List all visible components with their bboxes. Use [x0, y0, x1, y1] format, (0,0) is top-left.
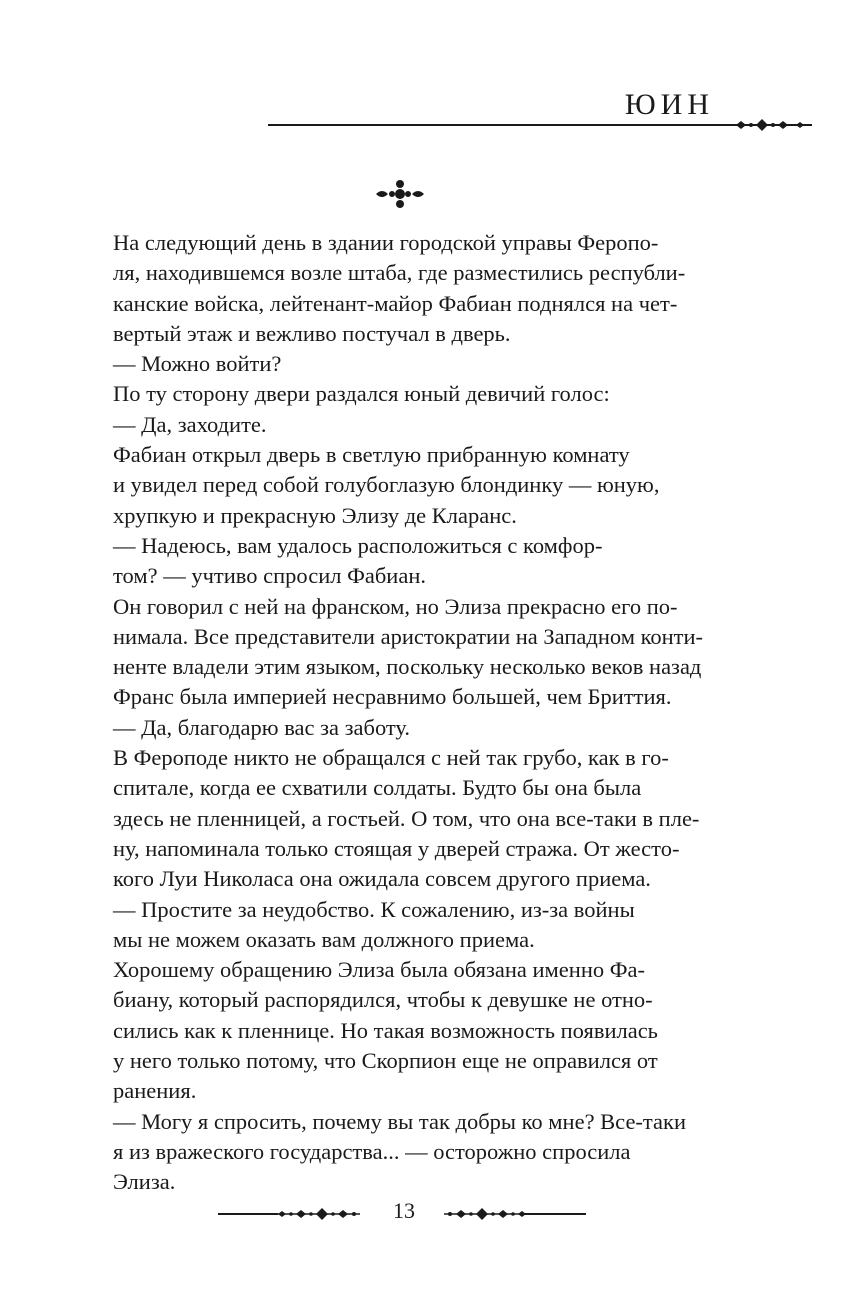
text-line: у него только потому, что Скорпион еще не оправился от [113, 1048, 658, 1074]
text-line: канские войска, лейтенант-майор Фабиан поднялся на чет- [113, 290, 678, 316]
text-line: — Надеюсь, вам удалось расположиться с комфор- [113, 532, 603, 558]
text-line: — Да, благодарю вас за заботу. [113, 714, 411, 740]
text-line: биану, который распорядился, чтобы к девушке не отно- [113, 987, 653, 1013]
text-line: мы не можем оказать вам должного приема. [113, 926, 535, 952]
text-line: сились как к пленнице. Но такая возможность появилась [113, 1017, 658, 1043]
footer-ornament-left-icon [268, 1205, 364, 1228]
text-line: здесь не пленницей, а гостьей. О том, что она все-таки в пле- [113, 805, 700, 831]
header-ornament-icon [722, 115, 814, 140]
text-line: ну, напоминала только стоящая у дверей стража. От жесто- [113, 835, 680, 861]
text-line: ранения. [113, 1078, 197, 1104]
text-line: — Простите за неудобство. К сожалению, из-за войны [113, 896, 635, 922]
body-text [113, 228, 715, 1198]
text-line: вертый этаж и вежливо постучал в дверь. [113, 320, 511, 346]
text-line: По ту сторону двери раздался юный девичий голос: [113, 381, 610, 407]
text-line: — Да, заходите. [113, 411, 267, 437]
text-line: ненте владели этим языком, поскольку несколько веков назад [113, 654, 702, 680]
footer-ornament-right-icon [440, 1205, 536, 1228]
text-line: я из вражеского государства... — осторожно спросила [113, 1138, 631, 1164]
text-line: ля, находившемся возле штаба, где разместились республи- [113, 260, 686, 286]
text-line: Франс была империей несравнимо большей, чем Бриттия. [113, 684, 672, 710]
header-rule [268, 124, 728, 126]
text-line: Элиза. [113, 1169, 176, 1195]
text-line: В Фероподе никто не обращался с ней так грубо, как в го- [113, 745, 669, 771]
text-line: и увидел перед собой голубоглазую блондинку — юную, [113, 472, 660, 498]
section-ornament-icon [374, 178, 426, 215]
text-line: нимала. Все представители аристократии на Западном конти- [113, 623, 704, 649]
text-line: том? — учтиво спросил Фабиан. [113, 563, 426, 589]
text-line: спитале, когда ее схватили солдаты. Будто бы она была [113, 775, 642, 801]
text-line: — Можно войти? [113, 351, 282, 377]
text-line: кого Луи Николаса она ожидала совсем другого приема. [113, 866, 651, 892]
text-line: Он говорил с ней на франском, но Элиза прекрасно его по- [113, 593, 678, 619]
text-line: — Могу я спросить, почему вы так добры ко мне? Все-таки [113, 1108, 686, 1134]
running-header-title: ЮИН [624, 88, 714, 121]
footer-rule-right [522, 1213, 586, 1215]
text-line: хрупкую и прекрасную Элизу де Кларанс. [113, 502, 517, 528]
page-number: 13 [393, 1198, 415, 1223]
text-line: Хорошему обращению Элиза была обязана именно Фа- [113, 957, 645, 983]
text-line: На следующий день в здании городской управы Феропо- [113, 230, 659, 255]
text-line: Фабиан открыл дверь в светлую прибранную комнату [113, 442, 630, 468]
